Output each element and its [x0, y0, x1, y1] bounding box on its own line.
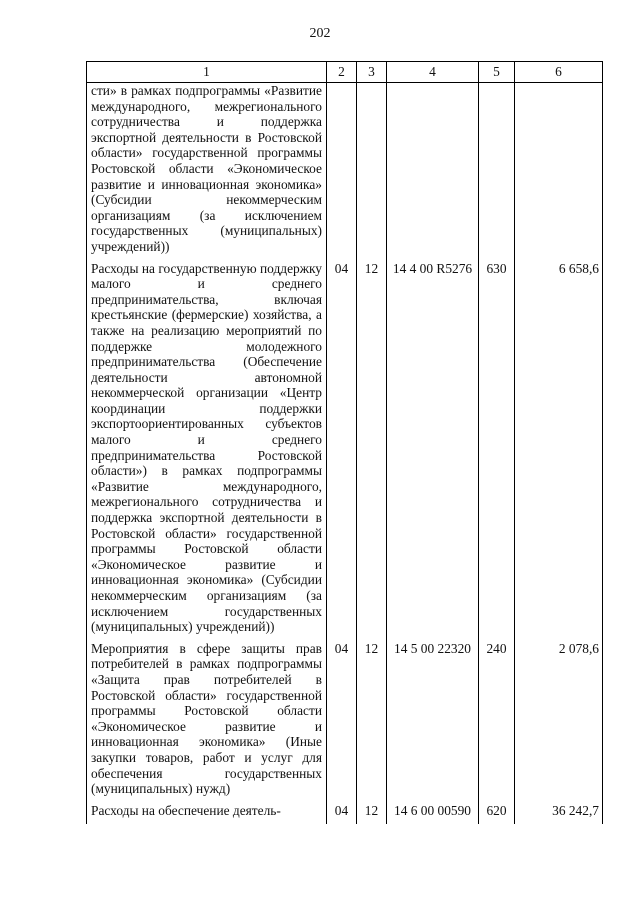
header-col-4: 4: [387, 62, 479, 83]
page-number: 202: [309, 26, 331, 41]
row-description: Расходы на государственную поддержку малого и среднего предпринимательства, включая крестьянские (фермерские) хозяйства, а также на реализацию мероприятий по поддержке молодежного предпринимательства (Обеспечение деятельности автономной некоммерческой организации «Центр координации поддержки экспортоориентированных субъектов малого и среднего предпринимательства Ростовской области») в рамках подпрограммы «Развитие международного, межрегионального сотрудничества и поддержка экспортной деятельности в Ростовской области» государственной программы Ростовской области «Экономическое развитие и инновационная экономика» (Субсидии некоммерческим организациям (за исключением государственных (муниципальных) учреждений)): [87, 261, 327, 641]
header-row: [87, 62, 603, 83]
row-amount: 2 078,6: [515, 641, 603, 803]
row-section: 04: [327, 803, 357, 825]
row-section: 04: [327, 641, 357, 803]
header-col-3: 3: [357, 62, 387, 83]
row-description: сти» в рамках подпрограммы «Развитие международного, межрегионального сотрудничества и поддержка экспортной деятельности в Ростовской области» государственной программы Ростовской области «Экономическое развитие и инновационная экономика» (Субсидии некоммерческим организациям (за исключением государственных (муниципальных) учреждений)): [87, 83, 327, 261]
row-subsection: 12: [357, 261, 387, 641]
row-subsection: 12: [357, 641, 387, 803]
row-amount: 36 242,7: [515, 803, 603, 825]
table-row: [87, 641, 603, 803]
header-col-1: 1: [87, 62, 327, 83]
row-target-article: 14 4 00 R5276: [387, 261, 479, 641]
row-section: 04: [327, 261, 357, 641]
row-expense-type: 630: [479, 261, 515, 641]
row-description: Мероприятия в сфере защиты прав потребителей в рамках подпрограммы «Защита прав потребителей в Ростовской области» государственной программы Ростовской области «Экономическое развитие и инновационная экономика» (Иные закупки товаров, работ и услуг для обеспечения государственных (муниципальных) нужд): [87, 641, 327, 803]
row-expense-type: 240: [479, 641, 515, 803]
row-amount: 6 658,6: [515, 261, 603, 641]
header-col-5: 5: [479, 62, 515, 83]
row-expense-type: [479, 83, 515, 261]
row-description: Расходы на обеспечение деятель-: [87, 803, 327, 825]
row-target-article: 14 5 00 22320: [387, 641, 479, 803]
row-subsection: 12: [357, 803, 387, 825]
header-col-2: 2: [327, 62, 357, 83]
header-col-6: 6: [515, 62, 603, 83]
row-target-article: 14 6 00 00590: [387, 803, 479, 825]
row-amount: [515, 83, 603, 261]
table-row: [87, 261, 603, 641]
row-subsection: [357, 83, 387, 261]
row-target-article: [387, 83, 479, 261]
table-row: [87, 803, 603, 825]
row-section: [327, 83, 357, 261]
table-row: [87, 83, 603, 261]
budget-table: [86, 61, 603, 824]
row-expense-type: 620: [479, 803, 515, 825]
